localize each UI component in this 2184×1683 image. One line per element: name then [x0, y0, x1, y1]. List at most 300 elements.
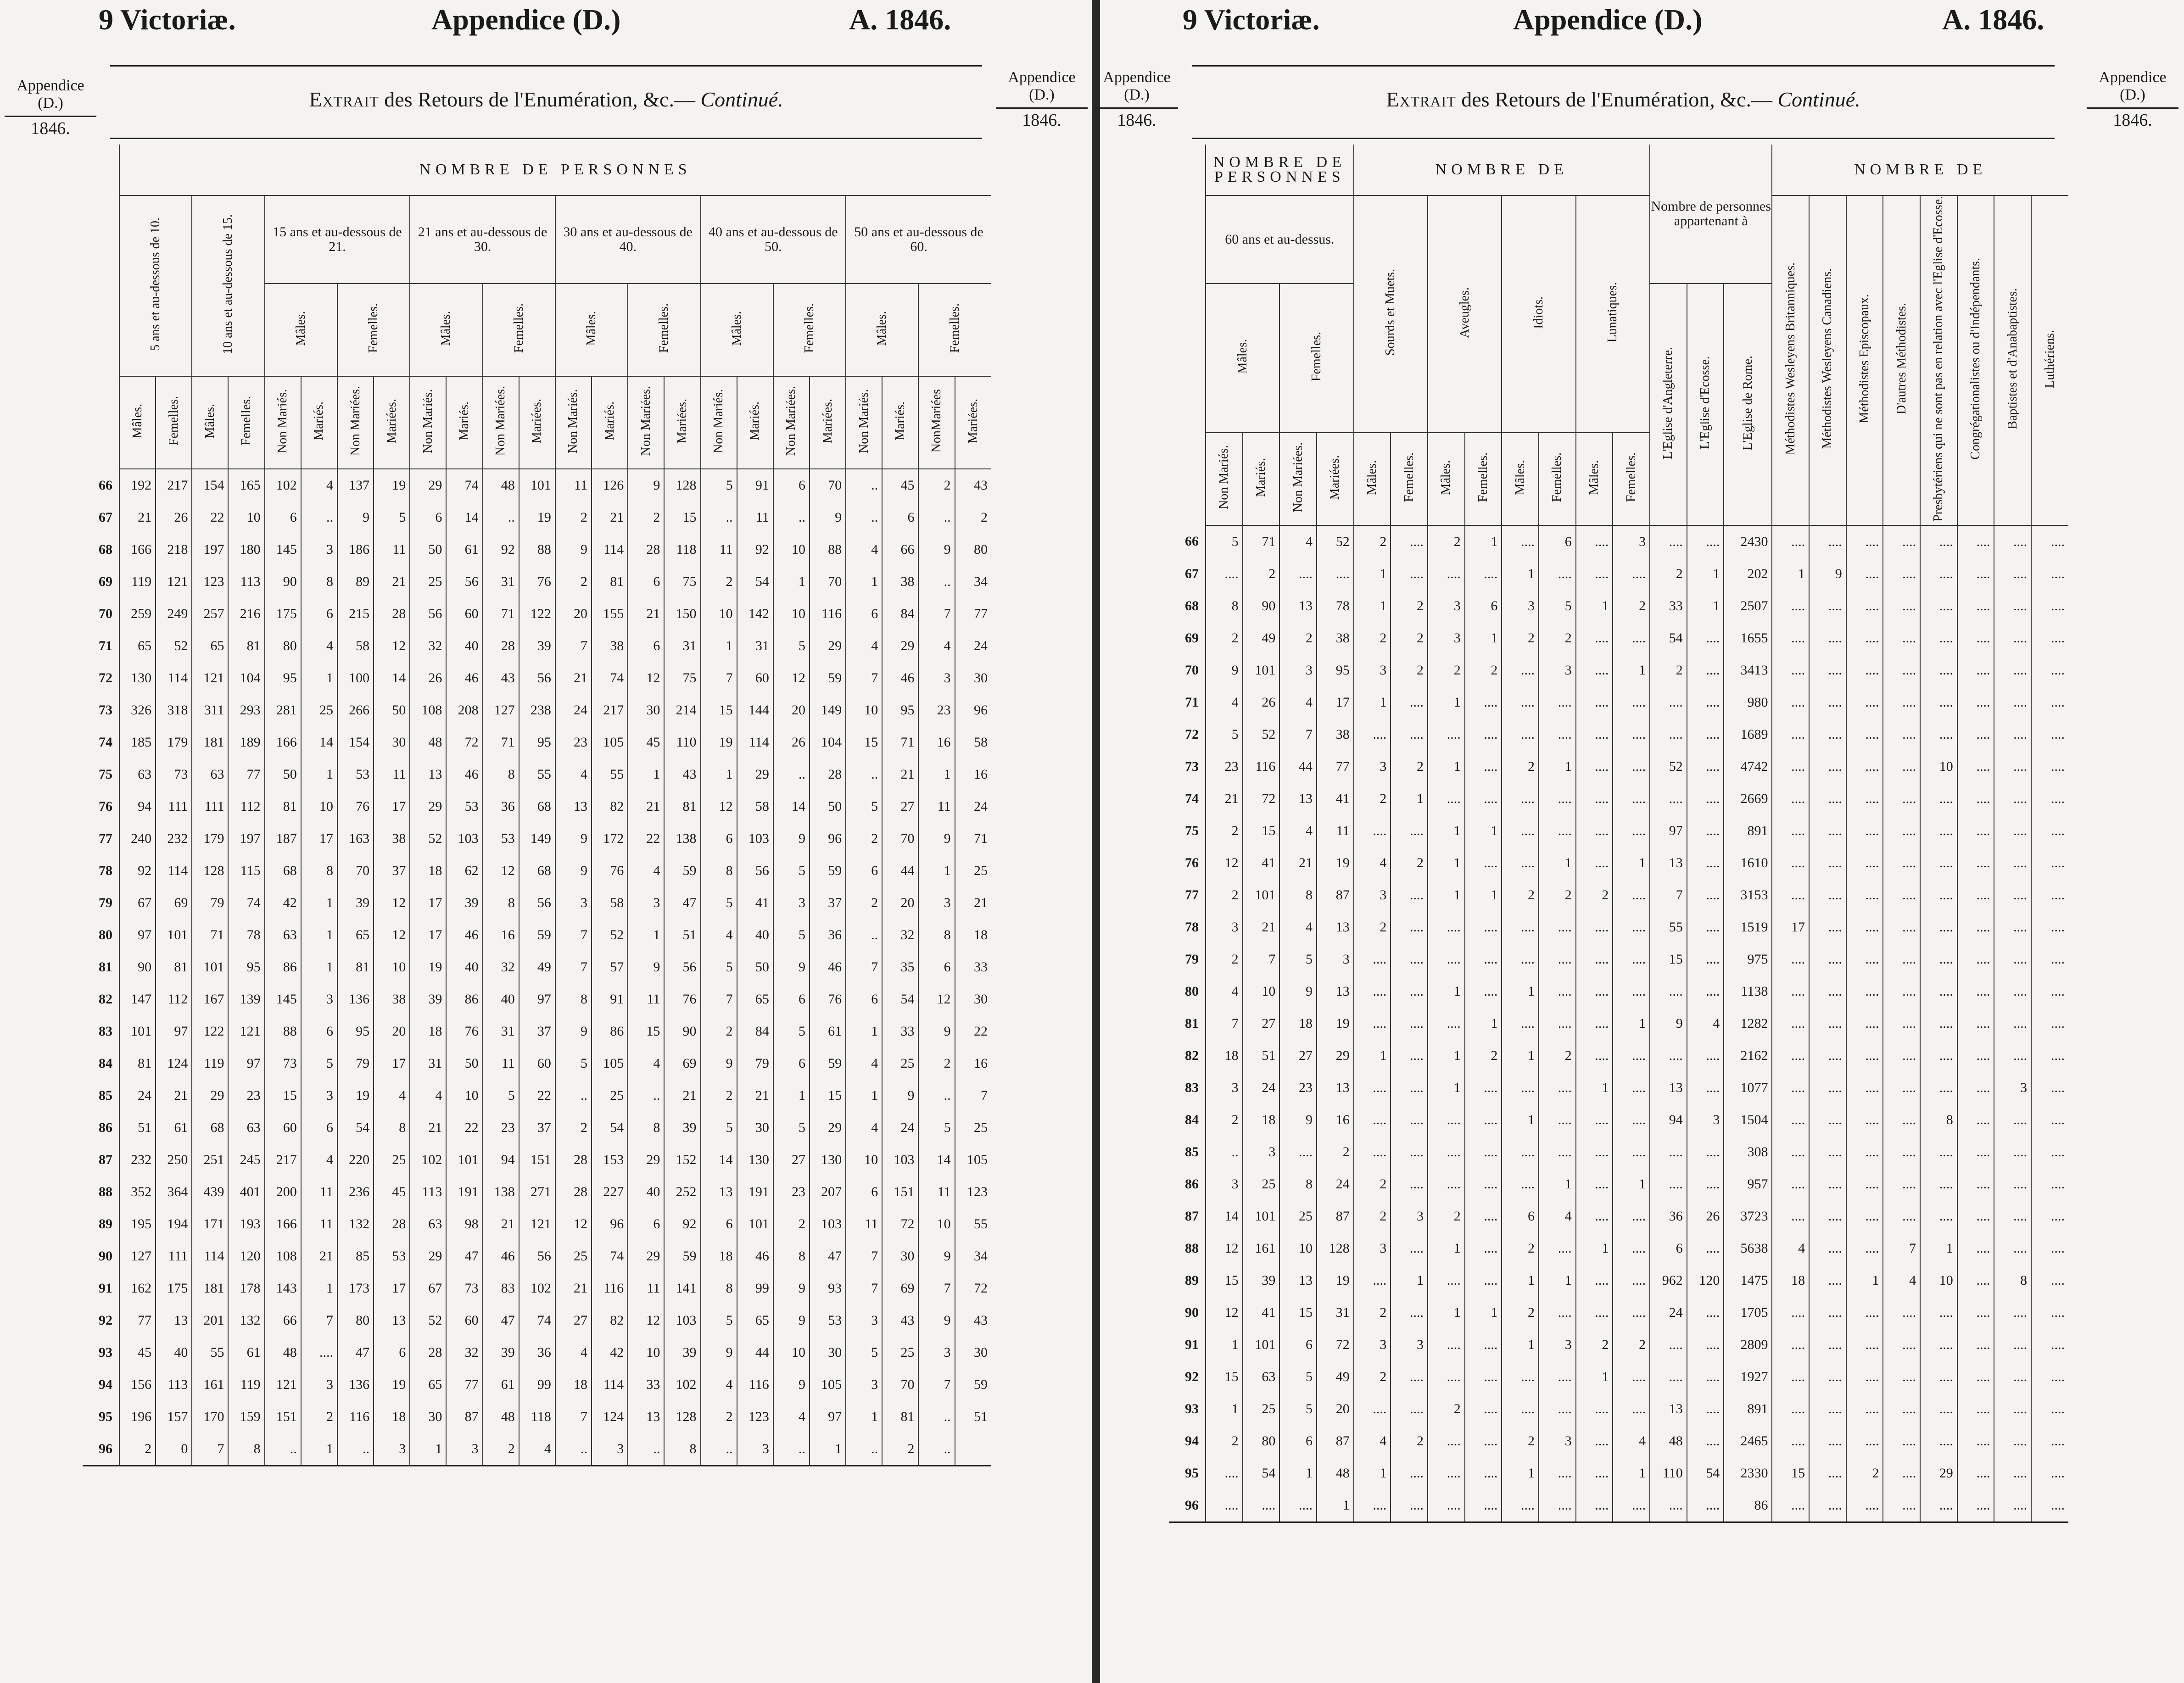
- table-cell: 12: [628, 662, 664, 694]
- table-cell: 147: [119, 983, 156, 1015]
- table-cell: 27: [555, 1304, 592, 1337]
- table-cell: 9: [555, 855, 592, 887]
- table-cell: ....: [1613, 943, 1650, 975]
- table-cell: 43: [664, 758, 700, 791]
- table-cell: 5: [701, 1112, 737, 1144]
- table-row: [83, 887, 991, 919]
- married-heading: [592, 376, 628, 469]
- table-cell: ....: [2031, 1425, 2068, 1457]
- table-cell: ....: [1576, 1104, 1613, 1136]
- table-cell: ....: [1846, 1393, 1883, 1425]
- table-cell: 86: [265, 951, 301, 983]
- table-cell: ....: [1994, 686, 2031, 719]
- table-cell: 105: [592, 726, 628, 758]
- table-cell: 318: [156, 694, 192, 726]
- table-cell: ....: [1920, 879, 1957, 911]
- table-cell: 6: [374, 1337, 410, 1369]
- table-cell: 23: [483, 1112, 519, 1144]
- females-heading-text: Femelles.: [1402, 452, 1416, 502]
- table-cell: 12: [1206, 1297, 1243, 1329]
- table-cell: 9: [773, 951, 810, 983]
- table-cell: 2: [1391, 1425, 1428, 1457]
- table-row: [1169, 1104, 2068, 1136]
- table-cell: 121: [192, 662, 228, 694]
- table-cell: 1: [846, 1015, 882, 1048]
- religion-group-heading: Nombre de personnes appartenant à: [1650, 145, 1772, 284]
- table-cell: ....: [1883, 911, 1920, 943]
- table-cell: 10: [773, 598, 810, 630]
- table-cell: ....: [1920, 1040, 1957, 1072]
- table-cell: 56: [664, 951, 700, 983]
- table-cell: ....: [2031, 622, 2068, 654]
- sect-heading: [1772, 195, 1809, 525]
- table-cell: 1: [918, 758, 955, 791]
- table-cell: 101: [156, 919, 192, 951]
- table-cell: 25: [1279, 1200, 1317, 1232]
- table-cell: ....: [2031, 590, 2068, 622]
- row-number: 77: [99, 831, 112, 846]
- table-cell: 96: [955, 694, 991, 726]
- table-cell: 40: [737, 919, 773, 951]
- table-cell: 181: [192, 726, 228, 758]
- table-cell: ....: [1502, 1072, 1539, 1104]
- table-cell: 101: [119, 1015, 156, 1048]
- table-cell: 94: [119, 791, 156, 823]
- table-cell: 236: [337, 1176, 374, 1208]
- table-cell: 1: [628, 919, 664, 951]
- table-cell: 1: [301, 1272, 337, 1304]
- table-cell: 18: [1243, 1104, 1280, 1136]
- table-cell: ....: [1920, 622, 1957, 654]
- table-row: [83, 726, 991, 758]
- table-cell: 9: [555, 823, 592, 855]
- table-cell: ....: [1994, 1361, 2031, 1393]
- table-cell: ....: [1957, 911, 1994, 943]
- table-cell: ....: [1920, 1008, 1957, 1040]
- table-row: [1169, 911, 2068, 943]
- table-cell: 14: [446, 502, 482, 534]
- table-cell: 55: [519, 758, 555, 791]
- table-cell: ..: [846, 502, 882, 534]
- table-cell: 975: [1724, 943, 1772, 975]
- table-cell: 86: [1724, 1489, 1772, 1522]
- table-cell: ....: [1613, 783, 1650, 815]
- table-cell: 5: [301, 1048, 337, 1080]
- table-row: [1169, 1008, 2068, 1040]
- table-cell: 2809: [1724, 1329, 1772, 1361]
- table-cell: 439: [192, 1176, 228, 1208]
- row-number: 68: [99, 542, 112, 557]
- table-cell: ....: [1539, 686, 1576, 719]
- table-cell: ....: [1687, 1297, 1724, 1329]
- table-row: [83, 758, 991, 791]
- table-cell: 72: [446, 726, 482, 758]
- table-cell: 74: [592, 662, 628, 694]
- table-cell: ....: [1465, 719, 1502, 751]
- table-cell: 12: [374, 630, 410, 662]
- table-row: [1169, 751, 2068, 783]
- table-cell: ....: [1576, 911, 1613, 943]
- table-cell: ....: [1206, 1489, 1243, 1522]
- table-row: [83, 630, 991, 662]
- table-cell: 43: [955, 1304, 991, 1337]
- table-cell: 26: [1243, 686, 1280, 719]
- table-cell: ....: [1957, 1265, 1994, 1297]
- table-cell: 8: [1206, 590, 1243, 622]
- table-cell: 30: [410, 1401, 446, 1433]
- table-cell: 7: [192, 1433, 228, 1466]
- table-cell: 1: [1502, 558, 1539, 590]
- infirmities-religion-table: [1169, 145, 2068, 1523]
- table-cell: ....: [1465, 1329, 1502, 1361]
- table-cell: ....: [1883, 1393, 1920, 1425]
- table-cell: 1: [1206, 1393, 1243, 1425]
- table-cell: 23: [1206, 751, 1243, 783]
- table-cell: 97: [810, 1401, 846, 1433]
- table-cell: 150: [664, 598, 700, 630]
- table-cell: 2: [555, 502, 592, 534]
- table-cell: 48: [410, 726, 446, 758]
- table-cell: ....: [1920, 911, 1957, 943]
- table-cell: 156: [119, 1369, 156, 1401]
- males-heading: [1354, 433, 1391, 525]
- row-number: 85: [99, 1088, 112, 1103]
- table-cell: 161: [1243, 1232, 1280, 1265]
- table-cell: ....: [1613, 1232, 1650, 1265]
- row-number: 83: [1185, 1080, 1199, 1095]
- table-cell: 82: [592, 791, 628, 823]
- table-cell: 54: [1687, 1457, 1724, 1489]
- table-cell: 45: [628, 726, 664, 758]
- table-cell: 73: [446, 1272, 482, 1304]
- table-cell: 4: [374, 1080, 410, 1112]
- table-cell: 9: [810, 502, 846, 534]
- table-cell: ....: [1920, 783, 1957, 815]
- table-cell: 157: [156, 1401, 192, 1433]
- table-cell: ....: [1883, 1136, 1920, 1168]
- table-cell: ....: [1279, 558, 1317, 590]
- table-cell: 103: [810, 1208, 846, 1240]
- table-cell: 152: [664, 1144, 700, 1176]
- table-cell: 62: [446, 855, 482, 887]
- table-cell: 95: [228, 951, 264, 983]
- table-cell: ....: [1994, 590, 2031, 622]
- table-cell: ....: [1465, 686, 1502, 719]
- table-cell: 6: [301, 598, 337, 630]
- table-cell: 1: [1428, 975, 1465, 1008]
- infirmity-heading: [1502, 195, 1575, 433]
- females-heading-text: Femelles.: [366, 303, 381, 353]
- table-cell: 128: [192, 855, 228, 887]
- table-cell: ....: [1465, 975, 1502, 1008]
- table-cell: 4: [1279, 911, 1317, 943]
- table-cell: 30: [628, 694, 664, 726]
- table-cell: ....: [1883, 879, 1920, 911]
- table-cell: 81: [592, 566, 628, 598]
- row-number: 76: [1185, 855, 1199, 870]
- row-number: 67: [1185, 566, 1199, 581]
- table-cell: 104: [810, 726, 846, 758]
- table-cell: 22: [955, 1015, 991, 1048]
- age-group-5-10-text: 5 ans et au-dessous de 10.: [148, 217, 163, 351]
- table-cell: 29: [410, 469, 446, 502]
- table-cell: 1: [1354, 1457, 1391, 1489]
- table-cell: ....: [1957, 1393, 1994, 1425]
- row-number: 70: [1185, 662, 1199, 678]
- table-cell: ....: [1957, 943, 1994, 975]
- table-cell: ....: [1576, 1136, 1613, 1168]
- table-cell: 7: [555, 1401, 592, 1433]
- table-cell: 51: [119, 1112, 156, 1144]
- table-cell: 8: [1920, 1104, 1957, 1136]
- table-cell: ....: [1539, 1232, 1576, 1265]
- table-cell: 46: [810, 951, 846, 983]
- table-cell: 9: [1809, 558, 1846, 590]
- table-cell: 50: [810, 791, 846, 823]
- table-cell: ....: [1994, 1489, 2031, 1522]
- row-number: 89: [99, 1216, 112, 1232]
- table-cell: 113: [410, 1176, 446, 1208]
- table-cell: 105: [810, 1369, 846, 1401]
- table-cell: 2: [955, 502, 991, 534]
- table-cell: 31: [1317, 1297, 1354, 1329]
- table-cell: 15: [701, 694, 737, 726]
- table-cell: ....: [1465, 751, 1502, 783]
- table-cell: 53: [446, 791, 482, 823]
- table-cell: ....: [301, 1337, 337, 1369]
- table-cell: 25: [592, 1080, 628, 1112]
- table-cell: ....: [2031, 943, 2068, 975]
- table-cell: ....: [1465, 1136, 1502, 1168]
- table-cell: 38: [1317, 622, 1354, 654]
- table-cell: 55: [192, 1337, 228, 1369]
- table-cell: 1927: [1724, 1361, 1772, 1393]
- table-cell: 5: [701, 469, 737, 502]
- table-cell: 1: [701, 630, 737, 662]
- table-cell: 16: [1317, 1104, 1354, 1136]
- table-cell: 7: [555, 630, 592, 662]
- table-cell: 1: [846, 566, 882, 598]
- table-cell: ....: [1687, 815, 1724, 847]
- table-cell: ....: [1957, 686, 1994, 719]
- table-cell: 6: [1465, 590, 1502, 622]
- table-cell: ....: [1576, 1200, 1613, 1232]
- table-cell: ....: [1650, 686, 1687, 719]
- table-cell: ....: [1772, 719, 1809, 751]
- table-cell: 28: [810, 758, 846, 791]
- table-cell: 12: [918, 983, 955, 1015]
- table-cell: 111: [192, 791, 228, 823]
- row-number: 79: [99, 895, 112, 910]
- table-cell: ....: [1809, 1393, 1846, 1425]
- margin-note-left: Appendice (D.) 1846.: [5, 77, 96, 137]
- table-cell: 63: [192, 758, 228, 791]
- table-row: [83, 1048, 991, 1080]
- table-cell: 138: [664, 823, 700, 855]
- table-cell: 19: [519, 502, 555, 534]
- row-number: 90: [1185, 1304, 1199, 1320]
- table-cell: 72: [1243, 783, 1280, 815]
- row-number: 87: [1185, 1208, 1199, 1224]
- table-cell: 25: [1243, 1168, 1280, 1200]
- table-cell: 201: [192, 1304, 228, 1337]
- table-cell: 3: [1206, 1168, 1243, 1200]
- table-cell: 56: [737, 855, 773, 887]
- table-cell: 401: [228, 1176, 264, 1208]
- table-cell: 96: [592, 1208, 628, 1240]
- table-cell: ....: [1994, 911, 2031, 943]
- sect-heading-text: Baptistes et d'Anabaptistes.: [2005, 288, 2020, 429]
- table-cell: ....: [1846, 879, 1883, 911]
- table-cell: 104: [228, 662, 264, 694]
- table-cell: 17: [301, 823, 337, 855]
- married-heading: [737, 376, 773, 469]
- table-cell: 186: [337, 534, 374, 566]
- table-cell: 2: [1206, 815, 1243, 847]
- table-cell: 1: [1502, 1104, 1539, 1136]
- table-cell: 14: [374, 662, 410, 694]
- table-cell: 14: [918, 1144, 955, 1176]
- table-cell: 52: [1317, 525, 1354, 558]
- table-cell: 141: [664, 1272, 700, 1304]
- table-cell: 232: [119, 1144, 156, 1176]
- table-cell: 33: [882, 1015, 918, 1048]
- age-group-heading: 15 ans et au-dessous de 21.: [265, 195, 410, 284]
- males-heading-text: Mâles.: [1513, 460, 1527, 495]
- table-cell: 63: [228, 1112, 264, 1144]
- table-cell: 20: [882, 887, 918, 919]
- table-cell: 281: [265, 694, 301, 726]
- table-cell: 1: [773, 566, 810, 598]
- table-cell: 115: [228, 855, 264, 887]
- table-cell: 1: [810, 1433, 846, 1466]
- table-cell: 59: [810, 662, 846, 694]
- table-cell: ....: [1846, 943, 1883, 975]
- table-cell: ....: [1354, 719, 1391, 751]
- table-cell: 2: [1846, 1457, 1883, 1489]
- table-cell: 6: [628, 630, 664, 662]
- table-cell: 67: [410, 1272, 446, 1304]
- table-cell: 4742: [1724, 751, 1772, 783]
- table-cell: 29: [628, 1144, 664, 1176]
- table-cell: ....: [1809, 1040, 1846, 1072]
- table-cell: ....: [1391, 1393, 1428, 1425]
- table-cell: 101: [1243, 654, 1280, 686]
- table-cell: 39: [410, 983, 446, 1015]
- table-cell: ..: [918, 502, 955, 534]
- table-cell: 49: [1243, 622, 1280, 654]
- table-cell: ....: [1465, 1361, 1502, 1393]
- table-cell: ....: [1772, 1361, 1809, 1393]
- table-cell: 4: [846, 1112, 882, 1144]
- table-cell: 197: [192, 534, 228, 566]
- males-heading-text: Mâles.: [875, 311, 889, 346]
- table-cell: 3: [301, 534, 337, 566]
- table-cell: ....: [2031, 654, 2068, 686]
- table-cell: ....: [1846, 1136, 1883, 1168]
- table-cell: ....: [1613, 1136, 1650, 1168]
- table-cell: 10: [228, 502, 264, 534]
- table-cell: 4: [846, 1048, 882, 1080]
- table-cell: 58: [592, 887, 628, 919]
- table-cell: 17: [1772, 911, 1809, 943]
- table-cell: 1: [701, 758, 737, 791]
- table-cell: 16: [483, 919, 519, 951]
- table-cell: 70: [810, 469, 846, 502]
- table-cell: 2: [918, 469, 955, 502]
- table-cell: 25: [955, 855, 991, 887]
- table-cell: ....: [1465, 1072, 1502, 1104]
- table-cell: 43: [882, 1304, 918, 1337]
- table-cell: 15: [810, 1080, 846, 1112]
- table-cell: 4: [1206, 686, 1243, 719]
- year-header: A. 1846.: [1942, 3, 2044, 36]
- row-number: 86: [99, 1120, 112, 1135]
- table-cell: ....: [1465, 783, 1502, 815]
- females-heading-text: Femelles.: [1309, 331, 1324, 381]
- table-cell: 1: [1613, 654, 1650, 686]
- table-cell: 238: [519, 694, 555, 726]
- table-cell: 6: [846, 1176, 882, 1208]
- table-cell: 20: [773, 694, 810, 726]
- table-cell: ..: [628, 1080, 664, 1112]
- table-cell: 20: [555, 598, 592, 630]
- table-cell: ....: [1809, 1489, 1846, 1522]
- table-cell: ....: [1994, 847, 2031, 879]
- table-row: [83, 502, 991, 534]
- table-cell: 68: [265, 855, 301, 887]
- table-cell: 101: [519, 469, 555, 502]
- table-cell: 2430: [1724, 525, 1772, 558]
- table-cell: ....: [1687, 525, 1724, 558]
- table-cell: ....: [1846, 654, 1883, 686]
- table-cell: 116: [337, 1401, 374, 1433]
- table-cell: 30: [882, 1240, 918, 1272]
- table-cell: ....: [1920, 1361, 1957, 1393]
- row-number: 71: [1185, 694, 1199, 710]
- table-cell: 1: [1428, 847, 1465, 879]
- table-cell: ....: [1687, 1072, 1724, 1104]
- table-cell: 26: [410, 662, 446, 694]
- table-cell: 171: [192, 1208, 228, 1240]
- church-heading-text: L'Eglise d'Angleterre.: [1661, 346, 1676, 459]
- table-cell: 101: [1243, 879, 1280, 911]
- table-cell: ....: [1920, 1329, 1957, 1361]
- table-cell: ..: [301, 502, 337, 534]
- table-cell: ....: [1772, 879, 1809, 911]
- table-cell: 105: [592, 1048, 628, 1080]
- table-cell: 60: [265, 1112, 301, 1144]
- table-cell: 1: [301, 951, 337, 983]
- table-cell: ....: [1613, 1104, 1650, 1136]
- row-number: 69: [1185, 630, 1199, 646]
- males-heading-text: Mâles.: [584, 311, 599, 346]
- table-cell: 84: [882, 598, 918, 630]
- table-cell: 159: [228, 1401, 264, 1433]
- table-cell: 1: [1539, 847, 1576, 879]
- row-number: 80: [1185, 983, 1199, 999]
- table-cell: 7: [918, 1369, 955, 1401]
- table-row: [1169, 1329, 2068, 1361]
- table-cell: ....: [1576, 1168, 1613, 1200]
- table-cell: 39: [337, 887, 374, 919]
- table-cell: ....: [1809, 1297, 1846, 1329]
- table-cell: 6: [846, 598, 882, 630]
- table-cell: ....: [1772, 1297, 1809, 1329]
- table-row: [83, 919, 991, 951]
- session-header: 9 Victoriæ.: [1183, 3, 1320, 36]
- table-cell: 16: [955, 1048, 991, 1080]
